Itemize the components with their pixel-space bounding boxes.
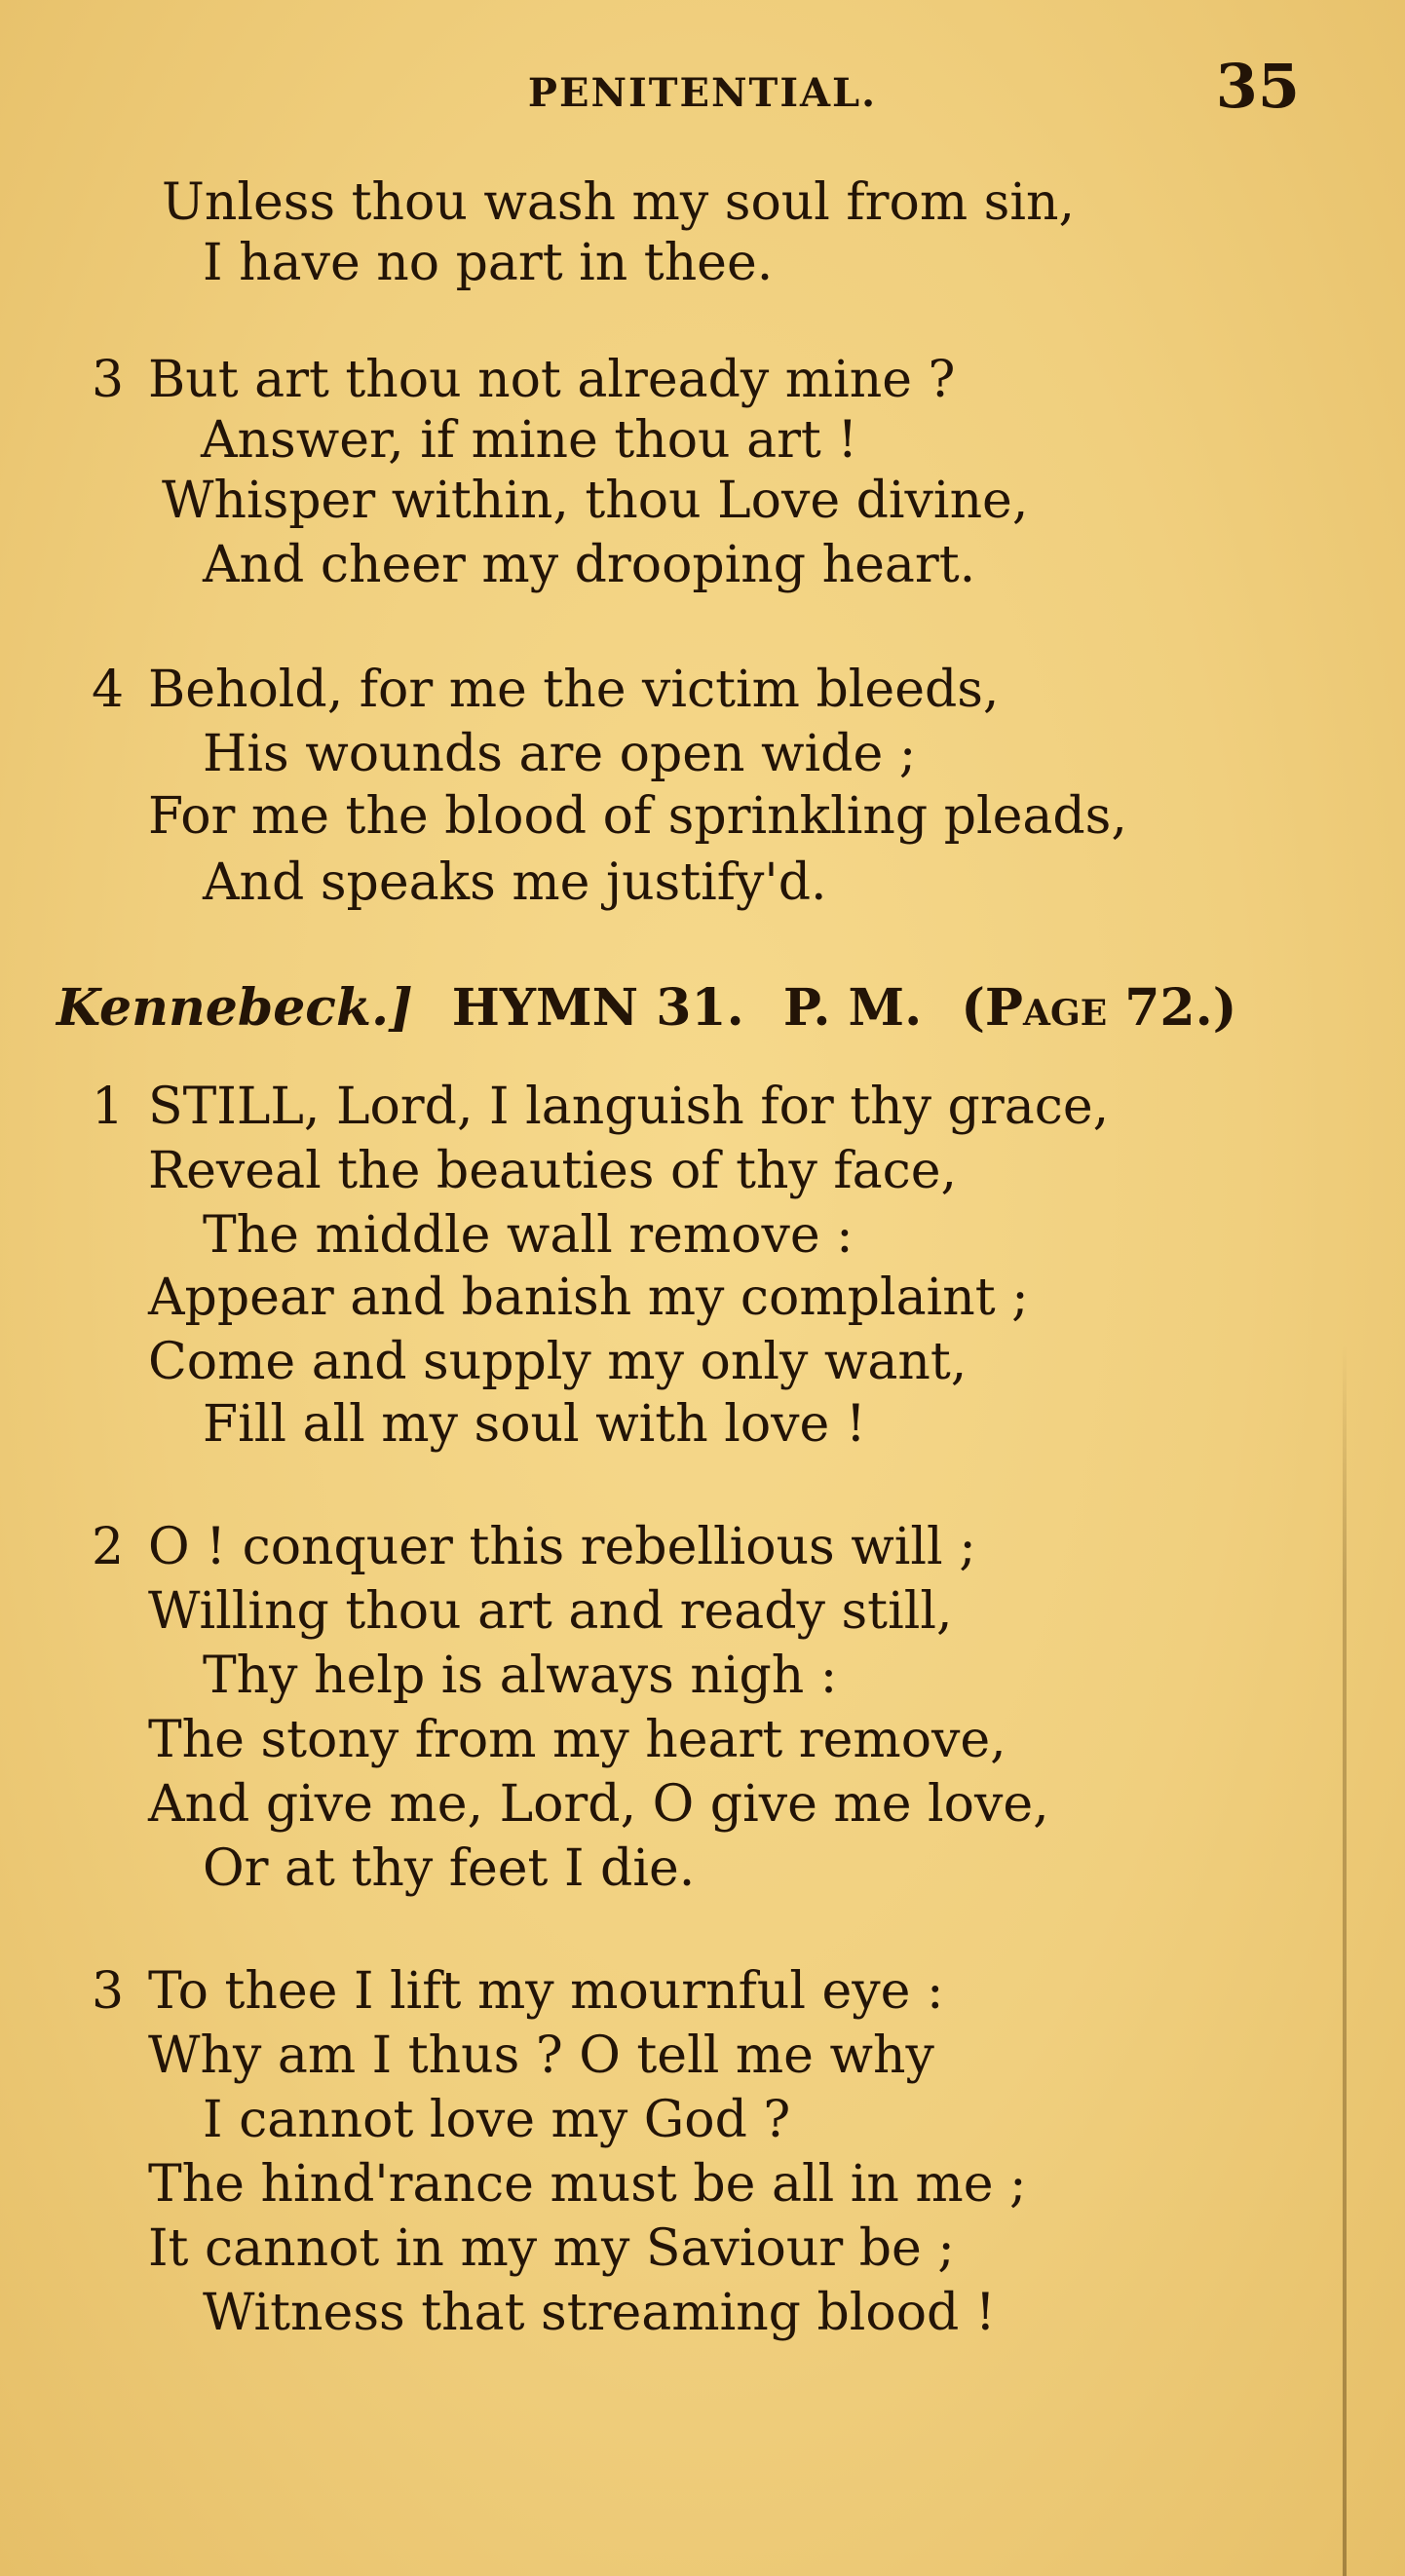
- verse-line: His wounds are open wide ;: [203, 725, 917, 783]
- verse-line: O ! conquer this rebellious will ;: [148, 1518, 976, 1576]
- verse-line: For me the blood of sprinkling pleads,: [148, 787, 1127, 846]
- verse-line: To thee I lift my mournful eye :: [148, 1962, 944, 2021]
- verse-line: Behold, for me the victim bleeds,: [148, 661, 1000, 719]
- verse-line: I have no part in thee.: [203, 234, 774, 292]
- verse-line: Thy help is always nigh :: [203, 1647, 838, 1705]
- verse-line: Appear and banish my complaint ;: [148, 1269, 1029, 1327]
- verse-line: I cannot love my God ?: [203, 2091, 791, 2149]
- verse-line: Fill all my soul with love !: [203, 1395, 866, 1454]
- verse-line: Or at thy feet I die.: [203, 1839, 696, 1898]
- verse-line: The middle wall remove :: [203, 1206, 854, 1265]
- verse-line: It cannot in my my Saviour be ;: [148, 2219, 955, 2278]
- verse-line: Come and supply my only want,: [148, 1333, 968, 1391]
- stanza-number: 3: [92, 1962, 125, 2021]
- hymn-title: HYMN 31.: [451, 978, 744, 1038]
- tune-name: Kennebeck.]: [57, 978, 413, 1038]
- verse-line: And cheer my drooping heart.: [203, 536, 976, 594]
- stanza-number: 3: [92, 351, 125, 409]
- verse-line: And speaks me justify'd.: [203, 853, 827, 912]
- verse-line: But art thou not already mine ?: [148, 351, 956, 409]
- verse-line: Willing thou art and ready still,: [148, 1582, 953, 1641]
- hymn-heading: [57, 978, 1236, 1038]
- verse-line: Witness that streaming blood !: [203, 2284, 996, 2342]
- hymn-meter: P. M.: [782, 978, 923, 1038]
- verse-line: Why am I thus ? O tell me why: [148, 2027, 934, 2085]
- page-number: 35: [1215, 51, 1300, 122]
- verse-line: And give me, Lord, O give me love,: [148, 1775, 1049, 1834]
- verse-line: STILL, Lord, I languish for thy grace,: [148, 1078, 1110, 1136]
- page-reference: (Page 72.): [961, 978, 1237, 1038]
- verse-line: Whisper within, thou Love divine,: [162, 472, 1029, 530]
- verse-line: Answer, if mine thou art !: [201, 411, 858, 470]
- verse-line: The hind'rance must be all in me ;: [148, 2155, 1027, 2214]
- stanza-number: 2: [92, 1518, 125, 1576]
- verse-line: Unless thou wash my soul from sin,: [162, 173, 1075, 232]
- stanza-number: 1: [92, 1078, 125, 1136]
- verse-line: The stony from my heart remove,: [148, 1711, 1006, 1769]
- stanza-number: 4: [92, 661, 125, 719]
- page-crease: [1343, 1345, 1347, 2576]
- verse-line: Reveal the beauties of thy face,: [148, 1142, 958, 1200]
- running-title: PENITENTIAL.: [527, 70, 878, 116]
